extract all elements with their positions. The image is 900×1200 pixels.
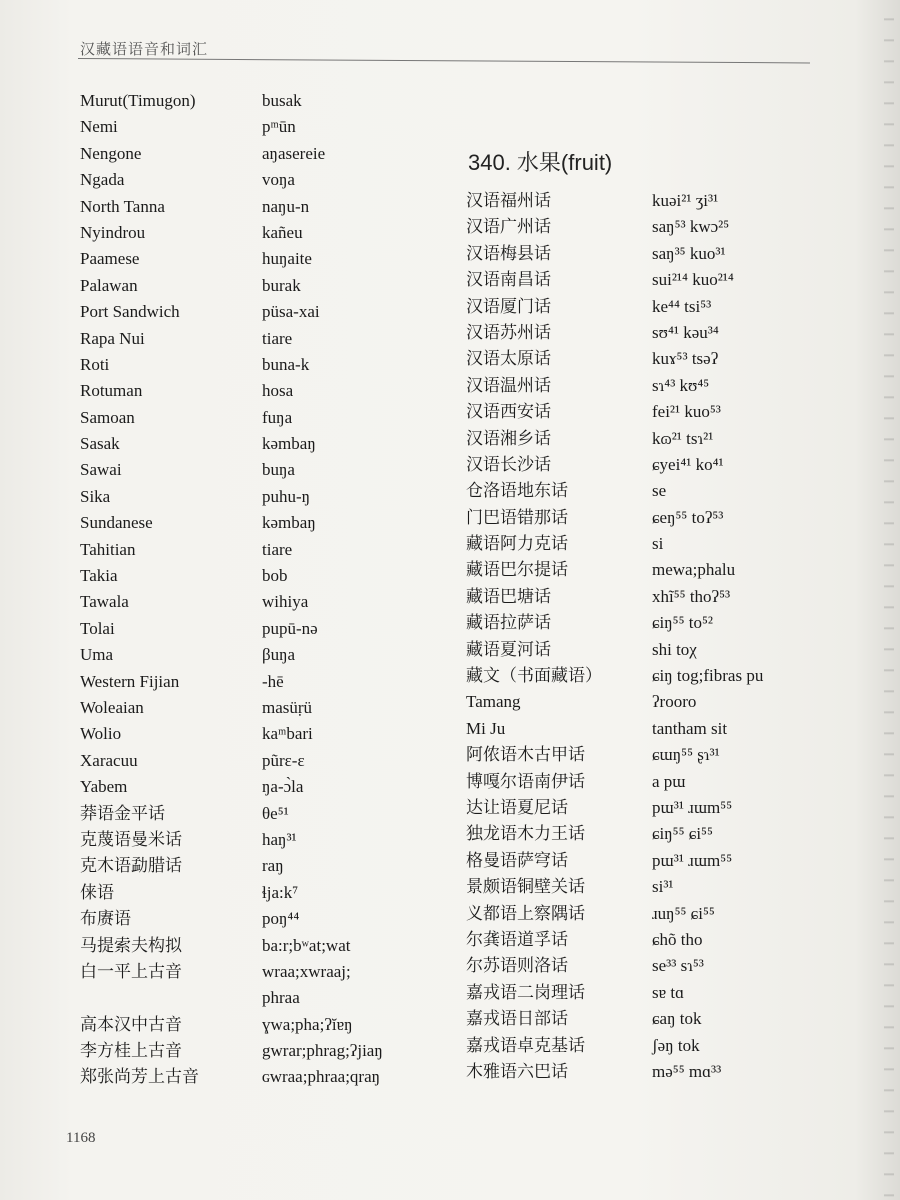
word-entry — [80, 616, 480, 642]
language-name: Uma — [80, 645, 114, 665]
word-form: mə⁵⁵ mɑ³³ — [652, 1061, 722, 1081]
section-title: 340. 水果(fruit) — [468, 150, 613, 175]
language-name: Ngada — [80, 170, 125, 190]
word-entry — [466, 188, 886, 214]
word-entry — [466, 478, 886, 504]
word-form — [262, 959, 472, 1012]
word-entry — [80, 88, 480, 114]
word-form: ɕiŋ tog;fibras pu — [652, 666, 764, 686]
word-entry — [80, 906, 480, 932]
language-name: 木雅语六巴话 — [466, 1061, 568, 1081]
language-name: 汉语苏州话 — [466, 322, 551, 342]
language-name: Nyindrou — [80, 222, 146, 242]
language-name: 门巴语错那话 — [466, 507, 568, 527]
word-form: kuɤ⁵³ tsəʔ — [652, 349, 719, 369]
language-name: 藏语巴塘话 — [466, 586, 551, 606]
language-name: Sika — [80, 486, 111, 506]
word-entry — [80, 801, 480, 827]
language-name: 马提索夫构拟 — [80, 935, 182, 955]
word-entry — [80, 352, 480, 378]
word-form: saŋ⁵³ kwɔ²⁵ — [652, 217, 730, 237]
language-name: 汉语西安话 — [466, 402, 551, 422]
word-entry — [80, 933, 480, 959]
word-form: bob — [262, 566, 288, 586]
word-entry — [466, 373, 886, 399]
word-entry — [466, 689, 886, 715]
language-name: Yabem — [80, 777, 128, 797]
word-form: tiare — [262, 539, 293, 559]
word-entry — [80, 431, 480, 457]
word-form: si³¹ — [652, 877, 674, 897]
word-form: ɣwa;pha;ʔĭɐŋ — [262, 1014, 353, 1034]
language-name: 布赓语 — [80, 909, 131, 929]
word-entry — [80, 273, 480, 299]
word-entry — [466, 294, 886, 320]
word-form: sui²¹⁴ kuo²¹⁴ — [652, 270, 734, 290]
word-form: ɕiŋ⁵⁵ to⁵² — [652, 613, 714, 633]
language-name: 博嘎尔语南伊话 — [466, 771, 585, 791]
language-name: Rotuman — [80, 381, 143, 401]
language-name: 藏语巴尔提话 — [466, 560, 568, 580]
word-form: saŋ³⁵ kuo³¹ — [652, 243, 726, 263]
language-name: Takia — [80, 566, 118, 586]
language-name: 高本汉中古音 — [80, 1014, 182, 1034]
word-entry — [466, 821, 886, 847]
word-form: naŋu-n — [262, 196, 310, 216]
word-form: tantham sit — [652, 718, 728, 738]
word-entry — [466, 452, 886, 478]
word-form: mewa;phalu — [652, 560, 736, 580]
word-entry — [80, 853, 480, 879]
language-name: 汉语湘乡话 — [466, 428, 551, 448]
word-entry — [466, 584, 886, 610]
word-entry — [80, 748, 480, 774]
word-form: se³³ sɿ⁵³ — [652, 956, 704, 976]
language-name: 嘉戎语日部话 — [466, 1009, 568, 1029]
word-form: ɢwraa;phraa;qraŋ — [262, 1067, 381, 1087]
word-form: masüṛü — [262, 697, 313, 717]
word-form: wihiya — [262, 592, 309, 612]
language-name: 汉语广州话 — [466, 217, 551, 237]
word-entry — [80, 484, 480, 510]
language-name: 尔龚语道孚话 — [466, 929, 568, 949]
language-name: 藏语夏河话 — [466, 639, 551, 659]
language-name: 阿侬语木古甲话 — [466, 745, 585, 765]
word-form: sɐ tɑ — [652, 982, 685, 1002]
word-form: hosa — [262, 381, 294, 401]
language-name: Roti — [80, 354, 110, 374]
language-name: Nengone — [80, 143, 142, 163]
language-name: 藏语拉萨话 — [466, 613, 551, 633]
word-entry — [80, 167, 480, 193]
word-entry — [466, 1006, 886, 1032]
word-form: ɬja:k⁷ — [262, 882, 299, 902]
word-form: burak — [262, 275, 301, 295]
word-form: tiare — [262, 328, 293, 348]
word-entry — [80, 141, 480, 167]
language-name: Port Sandwich — [80, 302, 180, 322]
word-form: haŋ³¹ — [262, 829, 297, 849]
word-form: kaᵐbari — [262, 724, 313, 744]
word-entry — [80, 537, 480, 563]
word-form: pɯ³¹ ɹɯm⁵⁵ — [652, 797, 733, 817]
word-form: fei²¹ kuo⁵³ — [652, 402, 721, 422]
language-name: Woleaian — [80, 697, 144, 717]
word-entry — [80, 827, 480, 853]
word-form: kəmbaŋ — [262, 434, 316, 454]
word-entry — [80, 880, 480, 906]
word-entry — [80, 589, 480, 615]
language-name: Rapa Nui — [80, 328, 145, 348]
word-entry — [80, 669, 480, 695]
word-form: kuəi²¹ ʒi³¹ — [652, 191, 719, 210]
language-name: 白一平上古音 — [80, 961, 182, 981]
language-name: Tahitian — [80, 539, 136, 559]
language-name: Nemi — [80, 117, 118, 137]
word-entry — [466, 399, 886, 425]
word-entry — [466, 980, 886, 1006]
language-name: Wolio — [80, 724, 122, 744]
word-form: buna-k — [262, 354, 310, 374]
word-form: ʔrooro — [652, 692, 697, 712]
word-form: βuŋa — [262, 645, 296, 665]
word-form: ɕaŋ tok — [652, 1009, 702, 1029]
word-form: ba:r;bʷat;wat — [262, 935, 351, 955]
word-form: a pɯ — [652, 771, 686, 791]
language-name: Tolai — [80, 618, 115, 638]
page-number: 1168 — [66, 1130, 96, 1146]
word-entry — [80, 246, 480, 272]
language-name: 藏语阿力克话 — [466, 534, 568, 554]
word-entry — [466, 267, 886, 293]
word-entry — [466, 610, 886, 636]
language-name: 达让语夏尼话 — [466, 797, 568, 817]
word-entry — [466, 214, 886, 240]
language-name: 克木语勐腊话 — [80, 856, 182, 876]
word-form: si — [652, 534, 664, 554]
word-entry — [466, 1059, 886, 1085]
word-form: gwrar;phrag;ʔjiaŋ — [262, 1041, 383, 1061]
word-entry — [466, 901, 886, 927]
page-edge — [884, 0, 894, 1200]
word-form: püsa-xai — [262, 302, 320, 322]
left-word-list — [80, 88, 480, 1091]
language-name: Palawan — [80, 275, 138, 295]
word-entry — [466, 241, 886, 267]
word-entry — [466, 742, 886, 768]
language-name: 郑张尚芳上古音 — [80, 1067, 199, 1087]
word-entry — [466, 927, 886, 953]
language-name: Tamang — [466, 692, 521, 712]
word-entry — [80, 299, 480, 325]
word-entry — [80, 563, 480, 589]
word-form: θe⁵¹ — [262, 803, 289, 823]
word-entry — [80, 114, 480, 140]
word-entry — [80, 1064, 480, 1090]
word-form: ɕyei⁴¹ ko⁴¹ — [652, 454, 724, 474]
header-rule — [78, 58, 810, 63]
word-entry — [466, 874, 886, 900]
right-word-list — [466, 188, 886, 1085]
word-form: raŋ — [262, 856, 284, 876]
word-form: busak — [262, 91, 302, 110]
word-entry — [466, 716, 886, 742]
word-entry — [80, 721, 480, 747]
word-entry — [80, 194, 480, 220]
word-form: buŋa — [262, 460, 295, 480]
word-form: pɯ³¹ ɹɯm⁵⁵ — [652, 850, 733, 870]
language-name: 李方桂上古音 — [80, 1041, 182, 1061]
word-entry — [80, 457, 480, 483]
language-name: 汉语南昌话 — [466, 270, 551, 290]
language-name: Murut(Timugon) — [80, 91, 196, 110]
language-name: 尔苏语则洛话 — [466, 956, 568, 976]
word-form: ŋa-ɔ̀la — [262, 777, 304, 797]
language-name: 景颇语铜壁关话 — [466, 877, 585, 897]
language-name: Western Fijian — [80, 671, 180, 691]
word-form: kañeu — [262, 222, 303, 242]
word-form: -hē — [262, 671, 284, 691]
word-entry — [466, 769, 886, 795]
language-name: 克蔑语曼米话 — [80, 829, 182, 849]
word-entry — [466, 557, 886, 583]
language-name: 汉语长沙话 — [466, 454, 551, 474]
word-form: kɷ²¹ tsɿ²¹ — [652, 428, 714, 448]
language-name: Paamese — [80, 249, 140, 269]
word-entry — [466, 426, 886, 452]
language-name: Sawai — [80, 460, 122, 480]
word-entry — [466, 1033, 886, 1059]
language-name: 汉语梅县话 — [466, 243, 551, 263]
word-form: ʃəŋ tok — [652, 1035, 700, 1055]
word-form: pᵐūn — [262, 117, 296, 137]
word-form-line: phraa — [262, 988, 300, 1008]
language-name: 格曼语萨穹话 — [466, 850, 568, 870]
word-form: xhĩ⁵⁵ thoʔ⁵³ — [652, 586, 731, 606]
language-name: 独龙语木力王话 — [466, 824, 585, 844]
word-form: sɿ⁴³ kʊ⁴⁵ — [652, 375, 710, 395]
word-form: ke⁴⁴ tsi⁵³ — [652, 296, 712, 316]
word-entry — [80, 695, 480, 721]
word-entry — [466, 848, 886, 874]
word-entry — [80, 510, 480, 536]
language-name: 藏文（书面藏语） — [466, 666, 602, 686]
language-name: Samoan — [80, 407, 135, 427]
word-entry — [80, 405, 480, 431]
word-form: ɕiŋ⁵⁵ ɕi⁵⁵ — [652, 824, 713, 844]
language-name: 汉语温州话 — [466, 375, 551, 395]
language-name: 汉语太原话 — [466, 349, 551, 369]
word-entry — [466, 346, 886, 372]
word-entry — [80, 1038, 480, 1064]
word-entry — [466, 320, 886, 346]
language-name: 俫语 — [80, 882, 114, 902]
word-form: pupū-nə — [262, 618, 318, 638]
language-name: 仓洛语地东话 — [466, 481, 568, 501]
word-form: poŋ⁴⁴ — [262, 909, 300, 929]
word-entry — [466, 795, 886, 821]
word-form: pũrɛ-ɛ — [262, 750, 305, 770]
language-name: Mi Ju — [466, 718, 506, 738]
word-form: ɕeŋ⁵⁵ toʔ⁵³ — [652, 507, 724, 527]
word-entry — [80, 220, 480, 246]
language-name: 汉语厦门话 — [466, 296, 551, 316]
word-entry — [466, 637, 886, 663]
language-name: North Tanna — [80, 196, 165, 216]
word-form-line: wraa;xwraaj; — [262, 961, 351, 981]
word-form: huŋaite — [262, 249, 312, 269]
word-entry — [80, 774, 480, 800]
word-entry — [80, 378, 480, 404]
word-entry — [466, 663, 886, 689]
word-form: sʊ⁴¹ kəu³⁴ — [652, 322, 719, 342]
language-name: 嘉戎语二岗理话 — [466, 982, 585, 1002]
word-form: ɕhõ tho — [652, 929, 703, 949]
language-name: Tawala — [80, 592, 129, 612]
language-name: Xaracuu — [80, 750, 138, 770]
running-header: 汉藏语语音和词汇 — [80, 42, 209, 58]
language-name: 义都语上察隅话 — [466, 903, 585, 923]
word-entry — [80, 642, 480, 668]
word-form: voŋa — [262, 170, 295, 190]
word-form: se — [652, 481, 667, 501]
word-entry — [80, 959, 480, 1012]
word-form: fuŋa — [262, 407, 293, 427]
word-entry — [466, 531, 886, 557]
language-name: Sundanese — [80, 513, 153, 533]
word-entry — [80, 326, 480, 352]
word-entry — [466, 953, 886, 979]
language-name: 嘉戎语卓克基话 — [466, 1035, 585, 1055]
word-entry — [466, 505, 886, 531]
word-form: shi toχ — [652, 639, 697, 659]
word-entry — [80, 1012, 480, 1038]
word-form: ɹuŋ⁵⁵ ɕi⁵⁵ — [652, 903, 715, 923]
word-form: puhu-ŋ — [262, 486, 311, 506]
word-form: kəmbaŋ — [262, 513, 316, 533]
language-name: 汉语福州话 — [466, 191, 551, 210]
language-name: Sasak — [80, 434, 120, 454]
word-form: aŋasereie — [262, 143, 326, 163]
word-form: ɕɯŋ⁵⁵ ʂɿ³¹ — [652, 745, 720, 765]
language-name: 莽语金平话 — [80, 803, 165, 823]
